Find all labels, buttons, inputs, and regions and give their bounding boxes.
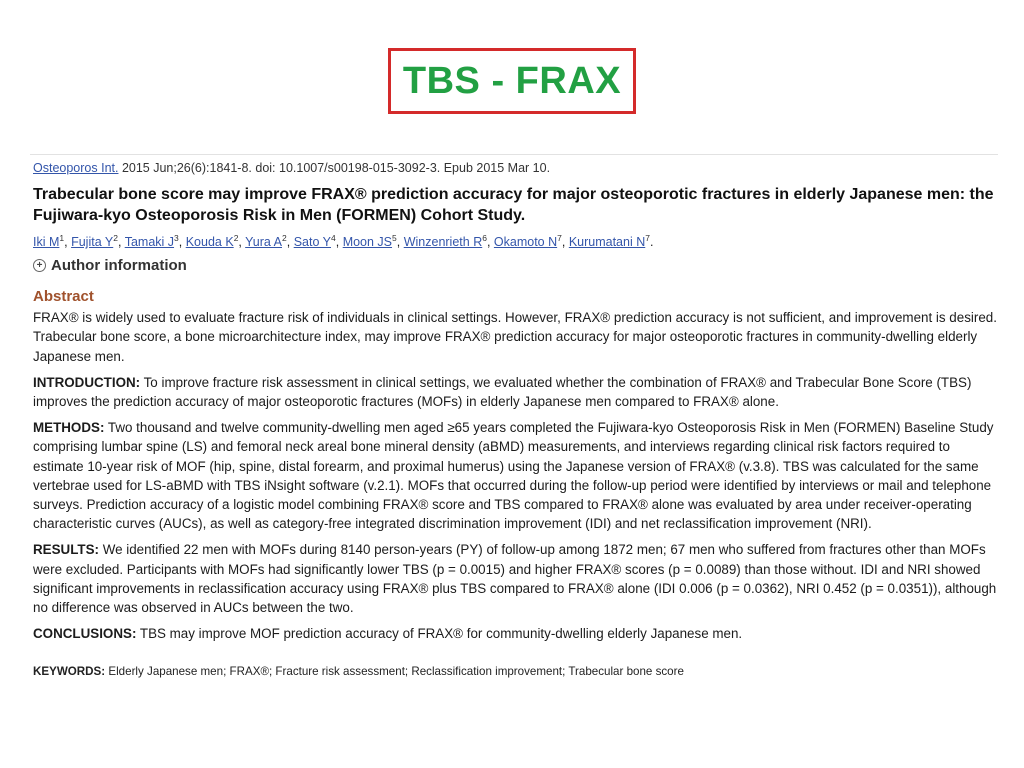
author-item bbox=[294, 235, 336, 249]
author-link[interactable]: Sato Y bbox=[293, 235, 331, 250]
keywords-text: Elderly Japanese men; FRAX®; Fracture risk assessment; Reclassification improvement; Trabecular bone score bbox=[105, 665, 684, 679]
author-link[interactable]: Moon JS bbox=[342, 235, 393, 250]
author-item bbox=[71, 235, 118, 249]
author-link[interactable]: Kurumatani N bbox=[568, 235, 646, 250]
citation-details: 2015 Jun;26(6):1841-8. doi: 10.1007/s00198-015-3092-3. Epub 2015 Mar 10. bbox=[118, 161, 551, 175]
author-item bbox=[343, 235, 397, 249]
author-item bbox=[33, 235, 64, 249]
section-label: INTRODUCTION: bbox=[33, 374, 141, 390]
author-information-label: Author information bbox=[51, 257, 187, 275]
section-text: Two thousand and twelve community-dwelling men aged ≥65 years completed the Fujiwara-kyo Osteoporosis Risk in Men (FORMEN) Baseline Study comprising lumbar spine (LS) and femoral neck areal bone mineral density (aBMD) measurements, and interviews regarding clinical risk factors required to estimate 10-year risk of MOF (hip, spine, distal forearm, and proximal humerus) using the Japanese version of FRAX® (v.3.8). TBS was calculated for the same vertebrae used for LS-aBMD with TBS iNsight software (v.2.1). MOFs that occurred during the follow-up period were identified by interviews or mail and telephone surveys. Prediction accuracy of a logistic model combining FRAX® score and TBS compared to FRAX® alone was evaluated by area under receiver-operating characteristic curves (AUCs), as well as category-free integrated discrimination improvement (IDI) and net reclassification improvement (NRI). bbox=[33, 420, 994, 532]
author-information-toggle[interactable] bbox=[33, 257, 998, 274]
author-affiliation: 7 bbox=[645, 233, 650, 243]
slide-title-box bbox=[388, 48, 636, 114]
author-affiliation: 2 bbox=[233, 233, 239, 243]
author-link[interactable]: Yura A bbox=[245, 235, 282, 250]
article-screenshot bbox=[33, 160, 998, 678]
abstract-heading: Abstract bbox=[33, 288, 94, 306]
author-item bbox=[404, 235, 487, 249]
abstract-intro: FRAX® is widely used to evaluate fracture risk of individuals in clinical settings. However, FRAX® prediction accuracy is not sufficient, and improvement is desired. Trabecular bone score, a bone microarchitecture index, may improve FRAX® prediction accuracy for major osteoporotic fractures in community-dwelling elderly Japanese men. bbox=[33, 310, 997, 364]
author-affiliation: 1 bbox=[59, 233, 65, 243]
author-link[interactable]: Fujita Y bbox=[71, 235, 114, 250]
section-label: METHODS: bbox=[33, 420, 105, 436]
article-title: Trabecular bone score may improve FRAX® prediction accuracy for major osteoporotic fractures in elderly Japanese men: the Fujiwara-kyo Osteoporosis Risk in Men (FORMEN) Cohort Study. bbox=[33, 186, 994, 224]
section-introduction bbox=[33, 373, 998, 411]
author-affiliation: 6 bbox=[482, 233, 487, 243]
author-affiliation: 4 bbox=[331, 233, 336, 243]
author-link[interactable]: Iki M bbox=[33, 235, 60, 250]
slide-title: TBS - FRAX bbox=[402, 59, 622, 102]
author-link[interactable]: Tamaki J bbox=[124, 235, 175, 250]
citation bbox=[33, 160, 998, 176]
journal-link[interactable]: Osteoporos Int. bbox=[33, 161, 119, 175]
section-conclusions bbox=[33, 624, 998, 643]
author-item bbox=[125, 235, 179, 249]
section-results bbox=[33, 540, 998, 617]
author-link[interactable]: Winzenrieth R bbox=[403, 235, 483, 250]
author-item bbox=[569, 235, 650, 249]
keywords-label: KEYWORDS: bbox=[33, 665, 106, 679]
author-affiliation: 7 bbox=[557, 233, 562, 243]
author-list: Iki $M^1$, Fujita $Y^2$, Tamaki $J^3$, Kouda $K^2$, Yura $A^2$, Sato $Y^4$, Moon $JS^5$, Winzenrieth $R^6$, Okamoto $N^7$, Kurumatani $N^7$. bbox=[33, 233, 654, 250]
author-item bbox=[186, 235, 239, 249]
expand-plus-icon: + bbox=[33, 259, 46, 272]
section-label: CONCLUSIONS: bbox=[33, 626, 137, 642]
author-link[interactable]: Okamoto N bbox=[493, 235, 558, 250]
author-affiliation: 2 bbox=[282, 233, 287, 243]
section-text: TBS may improve MOF prediction accuracy of FRAX® for community-dwelling elderly Japanese men. bbox=[136, 626, 743, 642]
section-methods bbox=[33, 418, 998, 533]
section-text: We identified 22 men with MOFs during 8140 person-years (PY) of follow-up among 1872 men; 67 men who suffered from fractures other than MOFs were excluded. Participants with MOFs had significantly lower TBS (p = 0.0015) and higher FRAX® scores (p = 0.0089) than those without. IDI and NRI showed significant improvements in reclassification accuracy using FRAX® plus TBS compared to FRAX® alone (IDI 0.006 (p = 0.0362), NRI 0.452 (p = 0.0351)), although no difference was observed in AUCs between the two. bbox=[33, 542, 997, 615]
keywords bbox=[33, 665, 998, 678]
top-divider bbox=[30, 154, 998, 155]
section-label: RESULTS: bbox=[33, 542, 99, 558]
author-item bbox=[245, 235, 287, 249]
author-item bbox=[494, 235, 562, 249]
author-link[interactable]: Kouda K bbox=[185, 235, 234, 250]
section-text: To improve fracture risk assessment in clinical settings, we evaluated whether the combination of FRAX® and Trabecular Bone Score (TBS) improves the prediction accuracy of major osteoporotic fractures (MOFs) in elderly Japanese men compared to FRAX® alone. bbox=[33, 374, 972, 409]
author-affiliation: 3 bbox=[174, 233, 179, 243]
author-affiliation: 5 bbox=[392, 233, 397, 243]
author-affiliation: 2 bbox=[113, 233, 118, 243]
